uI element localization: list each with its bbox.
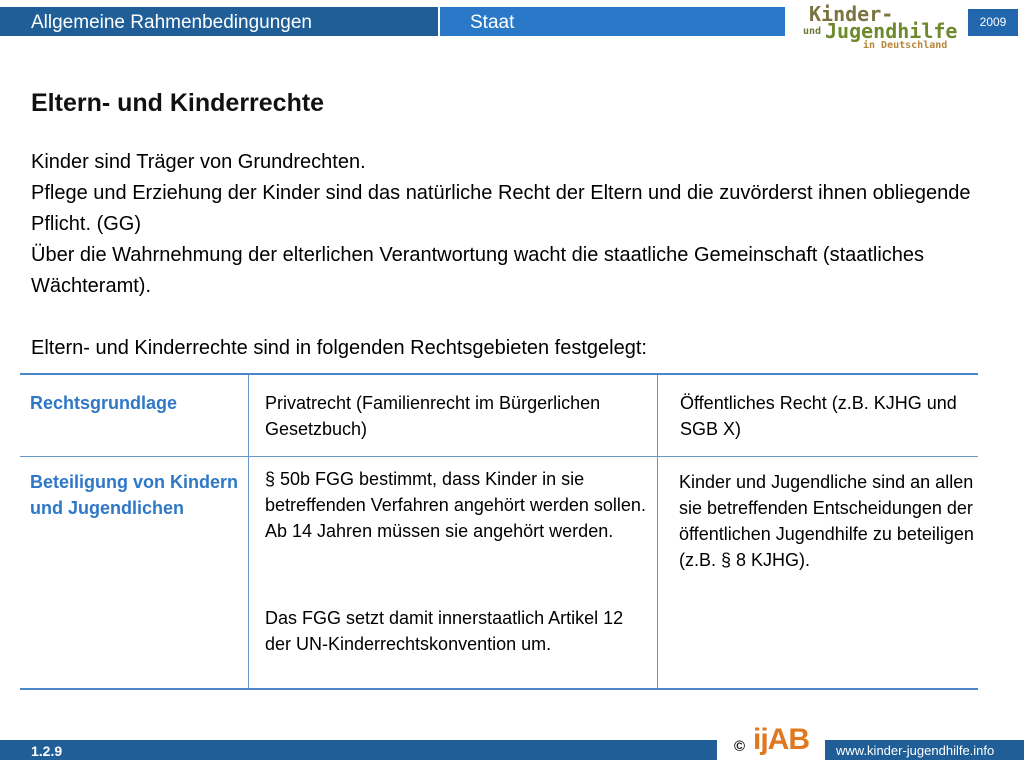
year-badge: 2009 xyxy=(968,9,1018,36)
row-label-rechtsgrundlage: Rechtsgrundlage xyxy=(30,393,178,413)
intro-paragraph-2: Pflege und Erziehung der Kinder sind das natürliche Recht der Eltern und die zuvörderst ihnen obliegende Pflicht. (GG) xyxy=(31,182,971,235)
row-1-oeffentliches-recht: Öffentliches Recht (z.B. KJHG und SGB X) xyxy=(680,393,957,439)
intro-text xyxy=(31,147,991,364)
kinder-jugendhilfe-logo xyxy=(795,2,965,52)
spacer xyxy=(31,302,991,333)
copyright-symbol: © xyxy=(734,738,746,755)
row-label-beteiligung: Beteiligung von Kindern und Jugendlichen xyxy=(30,472,239,518)
table-top-rule xyxy=(20,373,978,375)
table-column-divider-2 xyxy=(657,375,658,688)
logo-line-1: Kinder- xyxy=(809,2,894,26)
footer-url[interactable]: www.kinder-jugendhilfe.info xyxy=(836,743,995,758)
row-2-fgg-text: § 50b FGG bestimmt, dass Kinder in sie betreffenden Verfahren angehört werden sollen. Ab 14 Jahren müssen sie angehört werden. xyxy=(265,469,646,541)
rights-table xyxy=(20,373,978,690)
row-2-kjhg-text: Kinder und Jugendliche sind an allen sie betreffenden Entscheidungen der öffentlichen Jugendhilfe zu beteiligen (z.B. § 8 KJHG). xyxy=(679,472,974,570)
logo-line-3: in Deutschland xyxy=(863,40,948,51)
header-title: Allgemeine Rahmenbedingungen xyxy=(31,12,312,33)
intro-paragraph-4: Eltern- und Kinderrechte sind in folgenden Rechtsgebieten festgelegt: xyxy=(31,337,647,359)
intro-paragraph-1: Kinder sind Träger von Grundrechten. xyxy=(31,151,366,173)
logo-line-2: Jugendhilfe xyxy=(825,19,958,43)
ijab-logo: ijAB xyxy=(753,723,809,756)
table-row-divider xyxy=(20,456,978,457)
table-column-divider-1 xyxy=(248,375,249,688)
header-section-label: Staat xyxy=(470,12,515,33)
intro-paragraph-3: Über die Wahrnehmung der elterlichen Verantwortung wacht die staatliche Gemeinschaft (staatliches Wächteramt). xyxy=(31,244,925,297)
row-1-privatrecht: Privatrecht (Familienrecht im Bürgerlichen Gesetzbuch) xyxy=(265,393,601,439)
logo-und: und xyxy=(803,26,822,37)
table-bottom-rule xyxy=(20,688,978,690)
row-2-fgg-un-text: Das FGG setzt damit innerstaatlich Artikel 12 der UN-Kinderrechtskonvention um. xyxy=(265,608,624,654)
page-title: Eltern- und Kinderrechte xyxy=(31,89,325,117)
slide-number: 1.2.9 xyxy=(31,743,63,759)
footer-bar xyxy=(0,740,717,760)
